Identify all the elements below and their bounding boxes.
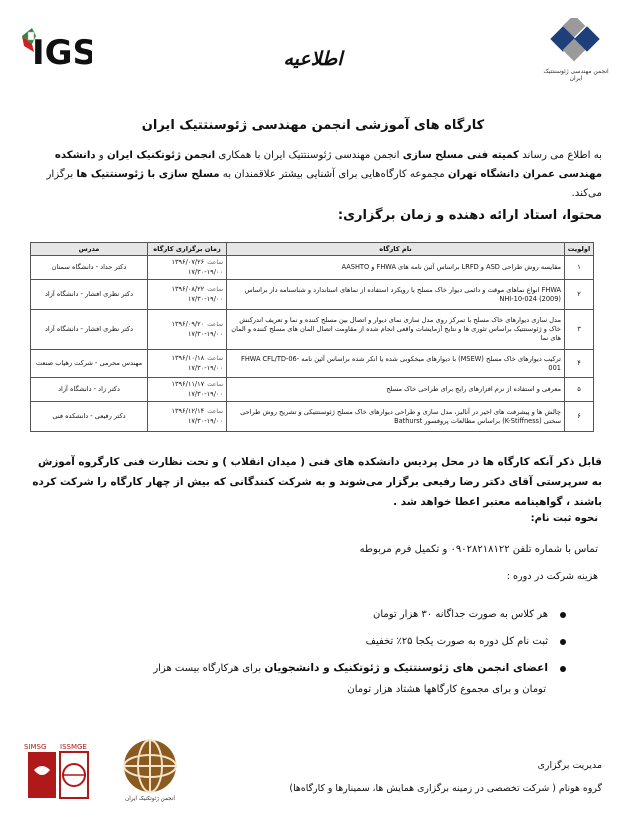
table-row: ۵ معرفی و استفاده از نرم افزارهای رایج برای طراحی خاک مسلح ساعت۱۳۹۶/۱۱/۱۷ ۱۷/۳۰-۱۹/۰۰ دکتر زاد - دانشگاه آزاد (31, 378, 594, 402)
announcement-title: اطلاعیه (283, 48, 343, 70)
igs-logo (20, 22, 92, 80)
table-row: ۱ مقایسه روش طراحی ASD و LRFD براساس آئین نامه های FHWA و AASHTO ساعت۱۳۹۶/۰۷/۲۶ ۱۷/۳۰-۱۹/۰۰ دکتر حداد - دانشگاه سمنان (31, 256, 594, 280)
section-heading: محتوا، استاد ارائه دهنده و زمان برگزاری: (337, 208, 602, 223)
fee-list (60, 605, 568, 707)
organizer-name: گروه هونام ( شرکت تخصصی در زمینه برگزاری همایش ها، سمینارها و کارگاه‌ها) (289, 783, 602, 794)
header-priority: اولویت (565, 243, 594, 256)
registration-contact: تماس با شماره تلفن ۰۹۰۲۸۲۱۸۱۲۲ و تکمیل فرم مربوطه (359, 544, 598, 555)
table-row: ۳ مدل سازی دیوارهای خاک مسلح با تمرکز روی مدل سازی نمای دیوار و اتصال بین مسلح کننده و نما و تعریف اندرکنش خاک و ژئوسنتتیک براساس تئوری ها و نتایج آزمایشات واقعی انجام شده از مقاومت اتصال المان های مسلح کننده و المان های نما ساعت۱۳۹۶/۰۹/۲۰ ۱۷/۳۰-۱۹/۰۰ دکتر نظری افشار - دانشگاه آزاد (31, 310, 594, 350)
header-teacher: مدرس (31, 243, 148, 256)
igs-logo-text: IGS (32, 33, 92, 73)
table-header-row (31, 243, 594, 256)
list-item: هر کلاس به صورت جداگانه ۳۰ هزار تومان (60, 605, 568, 624)
organizer-title: مدیریت برگزاری (537, 760, 602, 771)
table-row: ۲ FHWA انواع نماهای موقت و دائمی دیوار خاک مسلح با رویکرد استفاده از نماهای استاندارد و شناسنامه دار براساس NHI-10-024 (2009) ساعت۱۳۹۶/۰۸/۲۲ ۱۷/۳۰-۱۹/۰۰ دکتر نظری افشار - دانشگاه آزاد (31, 280, 594, 310)
list-item: ثبت نام کل دوره به صورت یکجا ۲۵٪ تخفیف (60, 632, 568, 651)
registration-heading: نحوه ثبت نام: (530, 513, 598, 524)
geosynthetics-society-logo (540, 18, 612, 84)
workshop-table (30, 242, 594, 432)
notice-paragraph: قابل ذکر آنکه کارگاه ها در محل پردیس دانشکده های فنی ( میدان انقلاب ) و تحت نظارت فنی کارگروه آموزش به سرپرستی آقای دکتر رضا رفیعی برگزار می‌شوند و به شرکت کنندگانی که بیش از چهار کارگاه را شرکت کرده باشند ، گواهینامه معتبر اعطا خواهد شد . (32, 456, 602, 508)
header-workshop-name: نام کارگاه (227, 243, 565, 256)
list-item-continuation: تومان و برای مجموع کارگاهها هشتاد هزار تومان (347, 684, 546, 695)
intro-paragraph: به اطلاع می رساند کمیته فنی مسلح سازی انجمن مهندسی ژئوسنتتیک ایران با همکاری انجمن ژئوتکنیک ایران و دانشکده مهندسی عمران دانشگاه تهران مجموعه کارگاه‌هایی برای آشنایی بیشتر علاقمندان به مسلح سازی با ژئوسنتتیک ها برگزار می‌کند. (46, 150, 602, 199)
header-time: زمان برگزاری کارگاه (148, 243, 227, 256)
right-logo-caption: انجمن مهندسی ژئوسنتتیک ایران (543, 68, 609, 82)
table-row: ۴ ترکیب دیوارهای خاک مسلح (MSEW) با دیوارهای میخکوبی شده یا انکر شده براساس آئین نامه FHWA CFL/TD-06-001 ساعت۱۳۹۶/۱۰/۱۸ ۱۷/۳۰-۱۹/۰۰ مهندس محرمی - شرکت رهیاب صنعت (31, 350, 594, 378)
list-item: اعضای انجمن های ژئوسنتتیک و ژئوتکنیک و دانشجویان برای هرکارگاه بیست هزار (60, 659, 568, 678)
simsg-issmge-logo (22, 740, 94, 802)
main-title: کارگاه های آموزشی انجمن مهندسی ژئوسنتتیک ایران (141, 118, 485, 133)
globe-logo-caption: انجمن ژئوتکنیک ایران (125, 796, 175, 802)
geotechnical-society-logo (115, 738, 185, 806)
issmge-text: ISSMGE (60, 743, 87, 751)
fee-heading: هزینه شرکت در دوره : (506, 571, 598, 582)
table-row: ۶ چالش ها و پیشرفت های اخیر در آنالیز، مدل سازی و طراحی دیوارهای خاک مسلح ژئوسنتتیکی و تشریح روش طراحی سختی (K-Stiffness) براساس مطالعات پروفسور Bathurst ساعت۱۳۹۶/۱۲/۱۴ ۱۷/۳۰-۱۹/۰۰ دکتر رفیعی - دانشکده فنی (31, 402, 594, 432)
simsg-text: SIMSG (24, 743, 47, 751)
